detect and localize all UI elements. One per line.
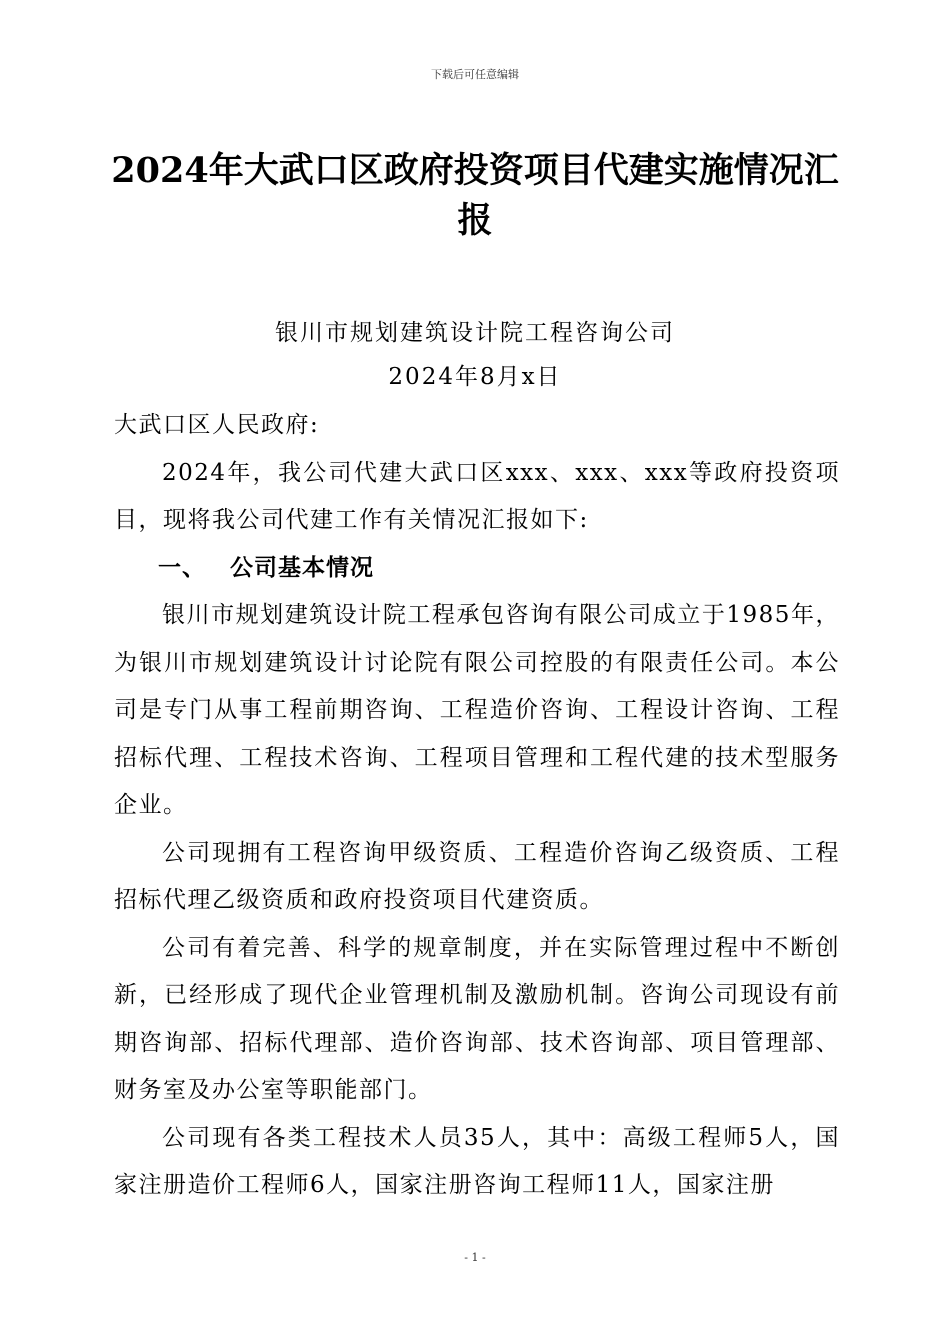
- section-title: 公司基本情况: [230, 554, 374, 581]
- document-title: 2024年大武口区政府投资项目代建实施情况汇报: [111, 150, 839, 241]
- header-note: 下载后可任意编辑: [431, 68, 519, 81]
- salutation: 大武口区人民政府:: [114, 412, 320, 438]
- paragraph-staff: 公司现有各类工程技术人员35人，其中：高级工程师5人，国家注册造价工程师6人，国家注册咨询工程师11人，国家注册: [114, 1124, 840, 1198]
- organization-name: 银川市规划建筑设计院工程咨询公司: [275, 320, 675, 346]
- section-heading: [114, 545, 840, 593]
- report-date: 2024年8月x日: [388, 364, 562, 390]
- paragraph-qualifications: 公司现拥有工程咨询甲级资质、工程造价咨询乙级资质、工程招标代理乙级资质和政府投资项目代建资质。: [114, 839, 840, 913]
- section-number: 一、: [158, 554, 206, 581]
- document-body: [114, 402, 840, 1210]
- intro-paragraph: 2024年，我公司代建大武口区xxx、xxx、xxx等政府投资项目，现将我公司代建工作有关情况汇报如下:: [114, 459, 840, 533]
- paragraph-company-overview: 银川市规划建筑设计院工程承包咨询有限公司成立于1985年，为银川市规划建筑设计讨论院有限公司控股的有限责任公司。本公司是专门从事工程前期咨询、工程造价咨询、工程设计咨询、工程招标代理、工程技术咨询、工程项目管理和工程代建的技术型服务企业。: [114, 602, 840, 818]
- page-number: - 1 -: [464, 1251, 486, 1264]
- paragraph-management: 公司有着完善、科学的规章制度，并在实际管理过程中不断创新，已经形成了现代企业管理机制及激励机制。咨询公司现设有前期咨询部、招标代理部、造价咨询部、技术咨询部、项目管理部、财务室及办公室等职能部门。: [114, 934, 840, 1103]
